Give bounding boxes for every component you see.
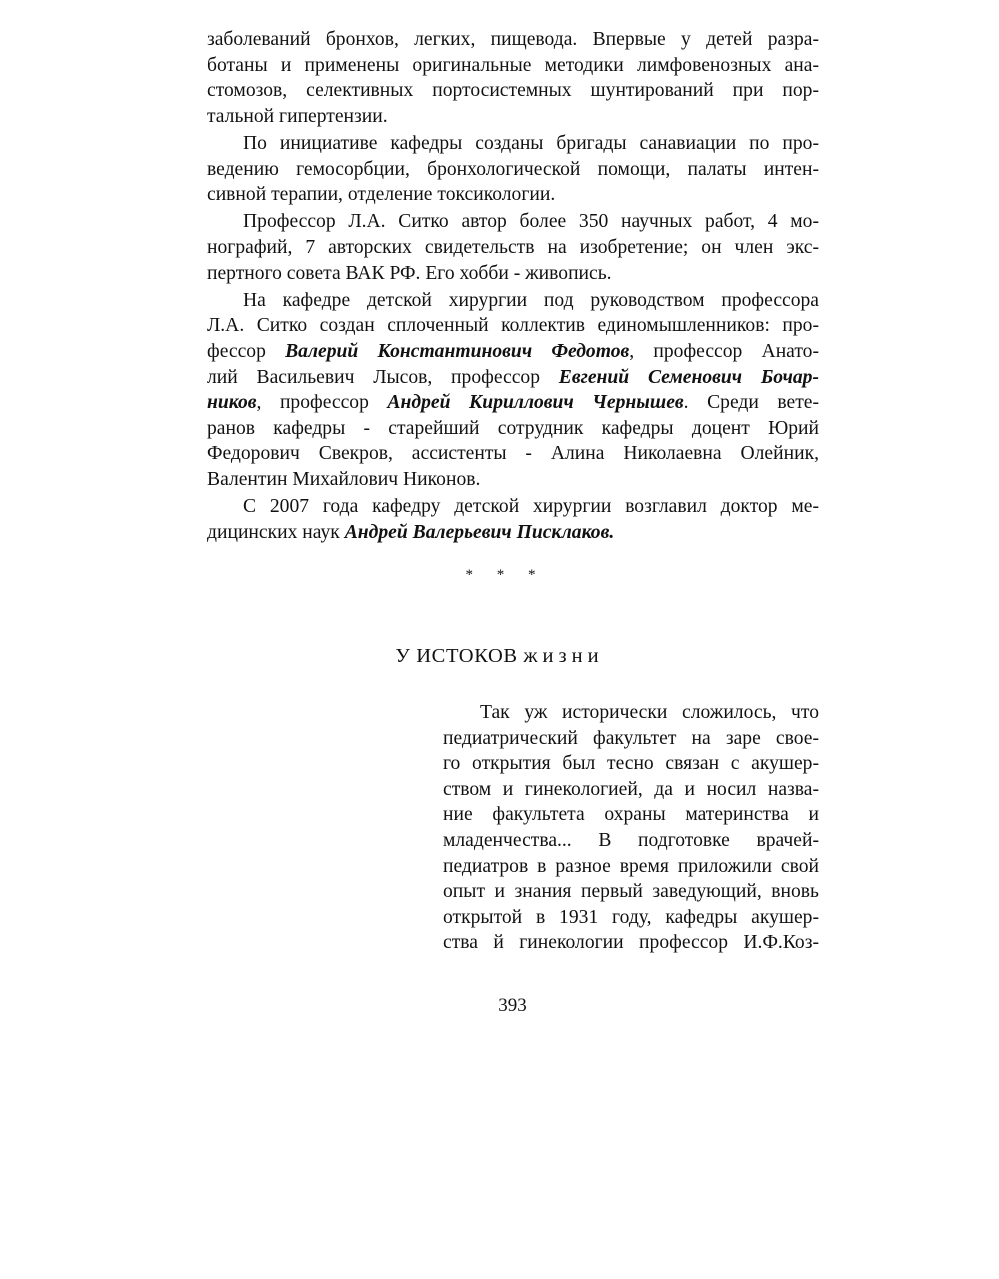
body-line: С 2007 года кафедру детской хирургии возглавил доктор ме-: [243, 496, 819, 518]
epigraph-line: младенчества... В подготовке врачей-: [443, 829, 819, 851]
person-name: ников: [207, 392, 257, 414]
body-line: ранов кафедры - старейший сотрудник кафедры доцент Юрий: [207, 417, 819, 439]
epigraph-paragraph: [443, 700, 819, 956]
epigraph-line: ние факультета охраны материнства и: [443, 804, 819, 826]
person-name: Андрей Валерьевич Писклаков.: [344, 521, 615, 543]
body-line: [207, 365, 819, 391]
epigraph-line: Так уж исторически сложилось, что: [480, 702, 819, 723]
text-run: фессор: [207, 340, 286, 362]
body-line: ведению гемосорбции, бронхологической помощи, палаты интен-: [207, 158, 819, 180]
body-line: заболеваний бронхов, легких, пищевода. Впервые у детей разра-: [207, 29, 819, 50]
page-number: 393: [498, 995, 527, 1016]
body-paragraphs: [207, 27, 819, 545]
person-name: Евгений Семенович Бочар-: [558, 366, 819, 388]
text-run: . Среди вете-: [683, 392, 819, 414]
section-title-spaced: жизни: [523, 645, 604, 667]
body-line: По инициативе кафедры созданы бригады санавиации по про-: [243, 132, 819, 154]
body-line: На кафедре детской хирургии под руководством профессора: [243, 289, 819, 311]
epigraph-line: педиатров в разное время приложили свой: [443, 855, 819, 877]
body-line: Профессор Л.А. Ситко автор более 350 научных работ, 4 мо-: [243, 211, 819, 233]
person-name: Валерий Константинович Федотов: [285, 340, 630, 362]
epigraph-line: го открытия был тесно связан с акушер-: [443, 753, 819, 775]
body-line: [207, 390, 819, 416]
epigraph-line: открытой в 1931 году, кафедры акушер-: [443, 906, 819, 928]
body-line: сивной терапии, отделение токсикологии.: [207, 184, 556, 206]
body-line: ботаны и применены оригинальные методики лимфовенозных ана-: [207, 54, 819, 76]
text-run: лий Васильевич Лысов, профессор: [207, 366, 559, 388]
text-run: , профессор Анато-: [629, 340, 819, 362]
epigraph-line: опыт и знания первый заведующий, вновь: [443, 881, 819, 903]
text-run: дицинских наук: [207, 521, 345, 543]
text-run: , профессор: [256, 392, 388, 414]
body-line: Л.А. Ситко создан сплоченный коллектив единомышленников: про-: [207, 315, 819, 337]
section-title: [0, 645, 999, 668]
body-line: стомозов, селективных портосистемных шунтирований при пор-: [207, 80, 819, 102]
body-line: нографий, 7 авторских свидетельств на изобретение; он член экс-: [207, 236, 819, 258]
section-separator: * * *: [465, 567, 546, 583]
body-line: Валентин Михайлович Никонов.: [207, 468, 481, 490]
person-name: Андрей Кириллович Чернышев: [387, 392, 684, 414]
body-line: [207, 339, 819, 365]
epigraph-line: ством и гинекологией, да и носил назва-: [443, 778, 819, 800]
body-line: пертного совета ВАК РФ. Его хобби - живопись.: [207, 262, 612, 284]
body-line: Федорович Свекров, ассистенты - Алина Николаевна Олейник,: [207, 443, 819, 465]
section-title-main: У ИСТОКОВ: [395, 645, 518, 667]
epigraph-line: ства й гинекологии профессор И.Ф.Коз-: [443, 932, 819, 954]
body-line: [207, 520, 819, 546]
epigraph-line: педиатрический факультет на заре свое-: [443, 727, 819, 749]
body-line: тальной гипертензии.: [207, 105, 388, 127]
